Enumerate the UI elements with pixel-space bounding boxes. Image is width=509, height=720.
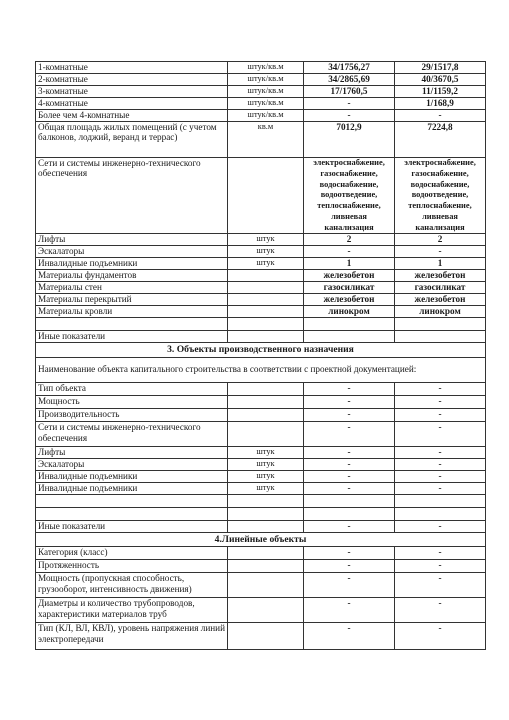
row-label: Материалы фундаментов (36, 270, 228, 282)
row-unit (228, 573, 304, 598)
row-project-value: - (304, 471, 395, 483)
row-project-value: - (304, 547, 395, 560)
row-unit (228, 331, 304, 343)
row-project-value: линокром (304, 306, 395, 318)
row-label: Инвалидные подъемники (36, 471, 228, 483)
row-project-value: 2 (304, 234, 395, 246)
row-actual-value: 1 (395, 258, 486, 270)
row-project-value: - (304, 560, 395, 573)
row-project-value (304, 331, 395, 343)
row-label: Иные показатели (36, 331, 228, 343)
table-row (36, 560, 486, 573)
row-label: 3-комнатные (36, 86, 228, 98)
row-label: Мощность (36, 396, 228, 409)
row-project-value: 34/2865,69 (304, 74, 395, 86)
row-actual-value: - (395, 547, 486, 560)
table-row (36, 422, 486, 447)
row-unit (228, 598, 304, 623)
table-row (36, 573, 486, 598)
row-actual-value: 2 (395, 234, 486, 246)
table-row (36, 86, 486, 98)
table-row (36, 383, 486, 396)
row-unit: штук/кв.м (228, 110, 304, 122)
row-project-value: - (304, 409, 395, 422)
row-label: Диаметры и количество трубопроводов, характеристики материалов труб (36, 598, 228, 623)
table-row (36, 62, 486, 74)
table-row-blank (36, 495, 486, 508)
row-label: 4-комнатные (36, 98, 228, 110)
row-unit (228, 396, 304, 409)
indicators-table (35, 61, 486, 650)
table-row (36, 234, 486, 246)
row-label: Протяженность (36, 560, 228, 573)
row-unit (228, 306, 304, 318)
row-label: Сети и системы инженерно-технического обеспечения (36, 158, 228, 234)
row-unit (228, 547, 304, 560)
row-actual-value: - (395, 573, 486, 598)
table-row (36, 483, 486, 495)
row-unit (228, 158, 304, 234)
row-unit: штук/кв.м (228, 86, 304, 98)
row-label: 2-комнатные (36, 74, 228, 86)
table-row-blank (36, 318, 486, 331)
row-unit: штук (228, 459, 304, 471)
row-unit: штук (228, 471, 304, 483)
row-actual-value: - (395, 459, 486, 471)
row-project-value: 1 (304, 258, 395, 270)
row-label: Материалы перекрытий (36, 294, 228, 306)
table-row (36, 331, 486, 343)
object-name-note: Наименование объекта капитального строительства в соответствии с проектной документацией: (36, 358, 486, 383)
row-unit: штук/кв.м (228, 62, 304, 74)
row-actual-value: - (395, 110, 486, 122)
row-actual-value: линокром (395, 306, 486, 318)
row-label: Лифты (36, 234, 228, 246)
row-unit (228, 521, 304, 533)
row-label: Тип объекта (36, 383, 228, 396)
row-unit (228, 409, 304, 422)
row-unit (228, 294, 304, 306)
row-actual-value (395, 331, 486, 343)
table-row (36, 294, 486, 306)
row-unit (228, 383, 304, 396)
row-actual-value: - (395, 598, 486, 623)
table-row (36, 447, 486, 459)
table-row (36, 521, 486, 533)
row-unit: штук/кв.м (228, 74, 304, 86)
row-unit: штук (228, 234, 304, 246)
row-unit: штук (228, 258, 304, 270)
table-row (36, 598, 486, 623)
row-actual-value: - (395, 447, 486, 459)
table-row (36, 98, 486, 110)
row-label: Производительность (36, 409, 228, 422)
row-project-value: железобетон (304, 270, 395, 282)
row-project-value: - (304, 396, 395, 409)
row-unit (228, 623, 304, 650)
row-project-value: - (304, 573, 395, 598)
row-label: Эскалаторы (36, 459, 228, 471)
row-project-value: железобетон (304, 294, 395, 306)
row-unit: штук (228, 246, 304, 258)
row-unit (228, 270, 304, 282)
table-row (36, 270, 486, 282)
row-label: Иные показатели (36, 521, 228, 533)
row-project-value: - (304, 246, 395, 258)
row-label: Общая площадь жилых помещений (с учетом балконов, лоджий, веранд и террас) (36, 122, 228, 158)
row-label: Материалы кровли (36, 306, 228, 318)
table-row (36, 258, 486, 270)
row-project-value: - (304, 383, 395, 396)
row-project-value: 7012,9 (304, 122, 395, 158)
table-row (36, 306, 486, 318)
row-actual-value: электроснабжение, газоснабжение, водоснабжение, водоотведение, теплоснабжение, ливневая канализация (395, 158, 486, 234)
section-title: 4.Линейные объекты (36, 533, 486, 547)
row-actual-value: - (395, 471, 486, 483)
row-actual-value: - (395, 623, 486, 650)
table-row (36, 623, 486, 650)
row-actual-value: 7224,8 (395, 122, 486, 158)
row-project-value: - (304, 598, 395, 623)
table-row (36, 122, 486, 158)
row-label: 1-комнатные (36, 62, 228, 74)
row-project-value: - (304, 459, 395, 471)
row-project-value: - (304, 110, 395, 122)
table-row (36, 74, 486, 86)
row-project-value: 17/1760,5 (304, 86, 395, 98)
row-label: Мощность (пропускная способность, грузооборот, интенсивность движения) (36, 573, 228, 598)
row-actual-value: - (395, 409, 486, 422)
row-project-value: - (304, 422, 395, 447)
row-unit: кв.м (228, 122, 304, 158)
table-row (36, 471, 486, 483)
section-header (36, 343, 486, 358)
section-title: 3. Объекты производственного назначения (36, 343, 486, 358)
row-actual-value: - (395, 483, 486, 495)
row-actual-value: железобетон (395, 294, 486, 306)
row-actual-value: газосиликат (395, 282, 486, 294)
row-unit: штук (228, 483, 304, 495)
row-unit: штук (228, 447, 304, 459)
table-row (36, 282, 486, 294)
row-label: Инвалидные подъемники (36, 483, 228, 495)
row-project-value: - (304, 623, 395, 650)
row-project-value: - (304, 483, 395, 495)
row-unit (228, 560, 304, 573)
table-row (36, 459, 486, 471)
table-row (36, 158, 486, 234)
table-row-note (36, 358, 486, 383)
table-row (36, 246, 486, 258)
row-label: Категория (класс) (36, 547, 228, 560)
table-row (36, 409, 486, 422)
row-actual-value: 40/3670,5 (395, 74, 486, 86)
row-actual-value: - (395, 383, 486, 396)
row-actual-value: - (395, 422, 486, 447)
row-actual-value: - (395, 396, 486, 409)
section-header (36, 533, 486, 547)
row-label: Инвалидные подъемники (36, 258, 228, 270)
table-row (36, 396, 486, 409)
row-label: Эскалаторы (36, 246, 228, 258)
row-actual-value: железобетон (395, 270, 486, 282)
row-actual-value: - (395, 560, 486, 573)
table-row (36, 110, 486, 122)
row-project-value: - (304, 98, 395, 110)
row-label: Тип (КЛ, ВЛ, КВЛ), уровень напряжения линий электропередачи (36, 623, 228, 650)
table-row (36, 547, 486, 560)
row-actual-value: - (395, 521, 486, 533)
row-actual-value: - (395, 246, 486, 258)
table-row-blank (36, 508, 486, 521)
row-project-value: - (304, 521, 395, 533)
row-project-value: газосиликат (304, 282, 395, 294)
row-actual-value: 11/1159,2 (395, 86, 486, 98)
row-unit (228, 422, 304, 447)
row-project-value: 34/1756,27 (304, 62, 395, 74)
row-actual-value: 29/1517,8 (395, 62, 486, 74)
row-label: Более чем 4-комнатные (36, 110, 228, 122)
row-label: Материалы стен (36, 282, 228, 294)
row-actual-value: 1/168,9 (395, 98, 486, 110)
row-label: Сети и системы инженерно-технического обеспечения (36, 422, 228, 447)
row-project-value: электроснабжение, газоснабжение, водоснабжение, водоотведение, теплоснабжение, ливневая канализация (304, 158, 395, 234)
row-project-value: - (304, 447, 395, 459)
row-label: Лифты (36, 447, 228, 459)
row-unit: штук/кв.м (228, 98, 304, 110)
row-unit (228, 282, 304, 294)
